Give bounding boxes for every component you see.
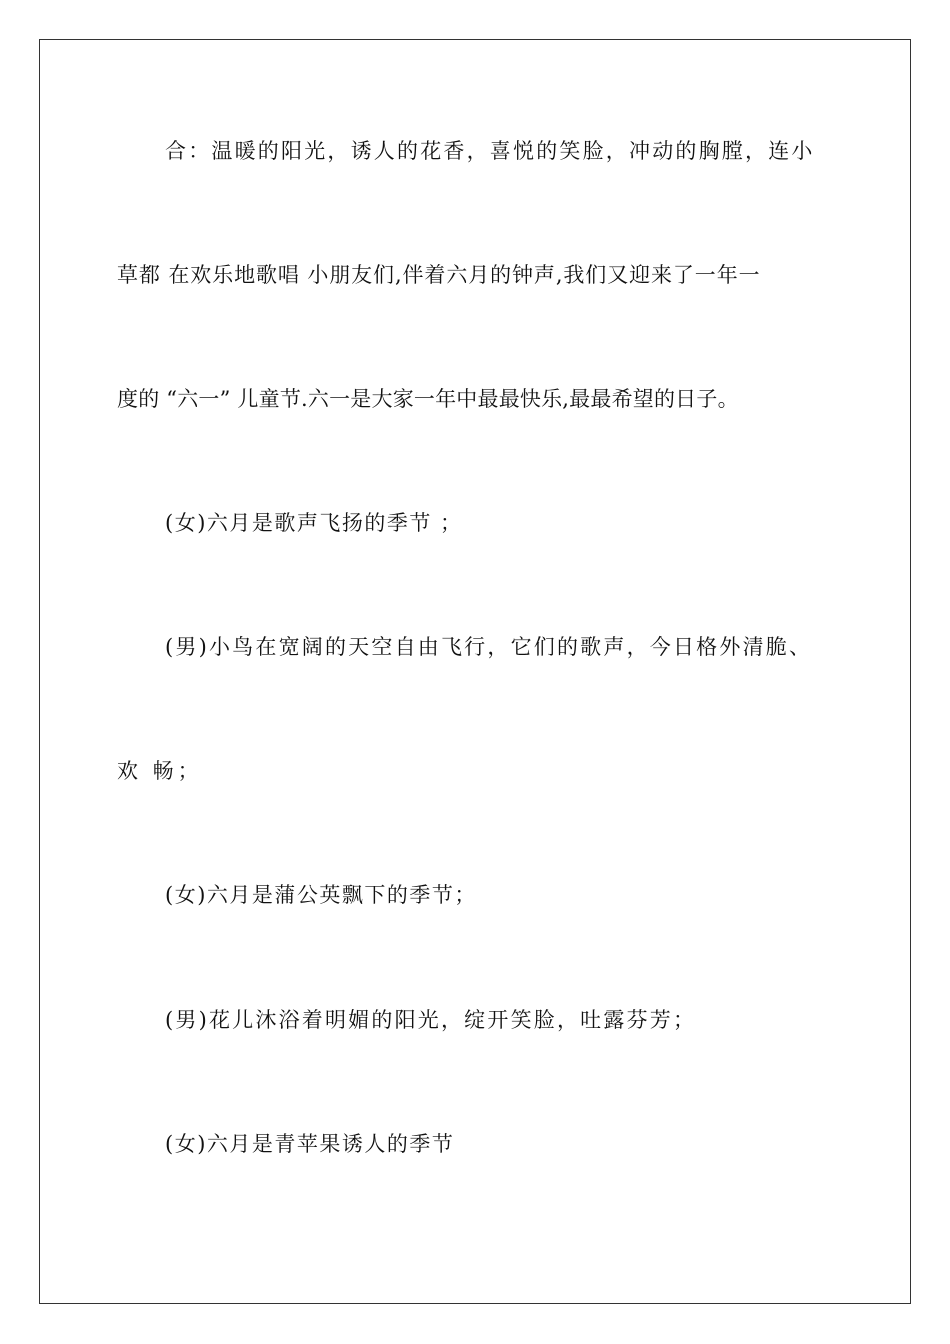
paragraph-line-4: (女)六月是歌声飞扬的季节 ； — [165, 511, 463, 535]
paragraph-line-2: 草都 在欢乐地歌唱 小朋友们,伴着六月的钟声,我们又迎来了一年一 — [117, 263, 761, 287]
paragraph-line-3: 度的 “六一” 儿童节.六一是大家一年中最最快乐,最最希望的日子。 — [117, 387, 739, 411]
paragraph-line-9: (女)六月是青苹果诱人的季节 — [165, 1132, 455, 1156]
paragraph-line-1: 合：温暖的阳光，诱人的花香，喜悦的笑脸，冲动的胸膛，连小 — [165, 139, 815, 163]
paragraph-line-5: (男)小鸟在宽阔的天空自由飞行，它们的歌声，今日格外清脆、 — [165, 635, 813, 659]
page-border — [39, 39, 911, 1304]
paragraph-line-7: (女)六月是蒲公英飘下的季节； — [165, 883, 477, 907]
paragraph-line-8: (男)花儿沐浴着明媚的阳光，绽开笑脸，吐露芬芳； — [165, 1008, 697, 1032]
paragraph-line-6: 欢 畅； — [117, 759, 203, 783]
